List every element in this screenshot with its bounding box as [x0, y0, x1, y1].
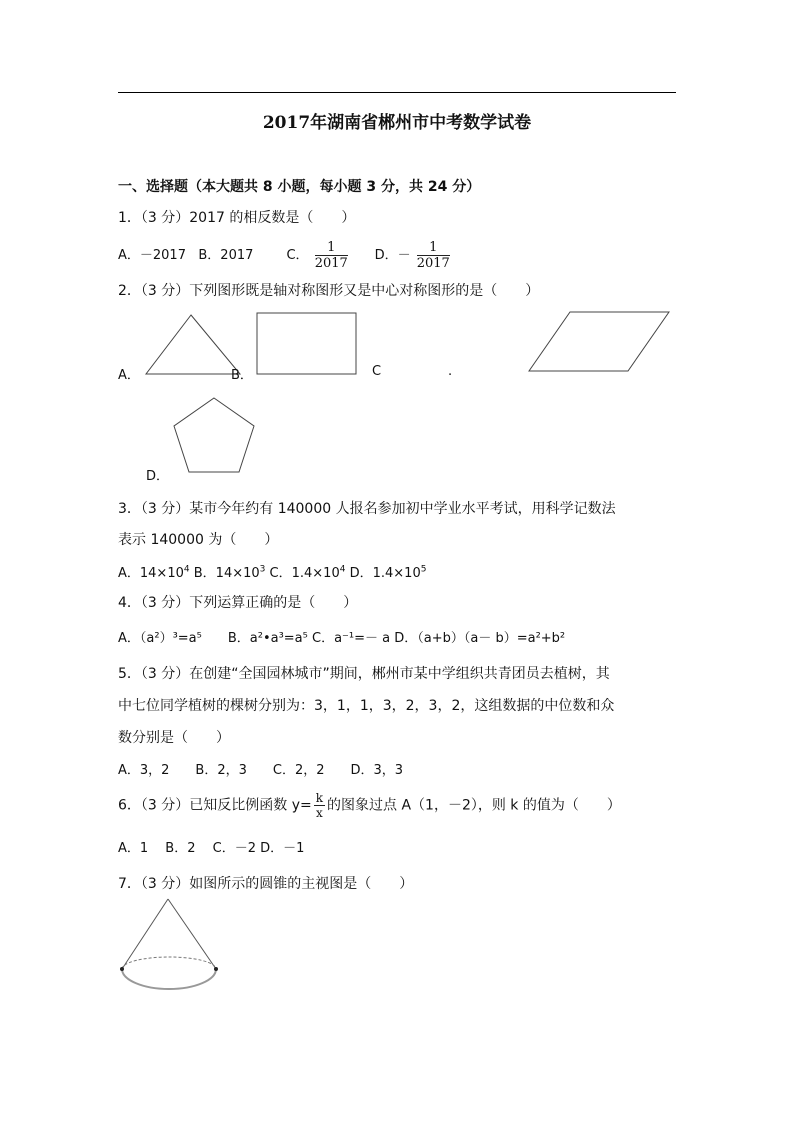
q3-option-b: B．$14\times 10^3$ [193, 564, 266, 581]
q1-c-denominator: 2017 [314, 256, 348, 271]
q1-option-c: C． [286, 248, 309, 263]
q2-option-d-label: D． [146, 469, 170, 484]
q3-option-a: A．$14\times 10^4$ [118, 564, 190, 581]
q1-option-d-fraction [417, 241, 450, 270]
q2-option-b-label: B． [231, 368, 253, 383]
question-3-line-1: 3．（3 分）某市今年约有 140000 人报名参加初中学业水平考试，用科学记数法 [118, 501, 616, 517]
q1-option-c-fraction [315, 241, 348, 270]
header-rule [118, 92, 676, 93]
rectangle-figure [256, 312, 358, 376]
q1-option-d: D．－ [374, 248, 411, 263]
q2-option-c-label: C [372, 364, 382, 379]
q1-d-denominator: 2017 [416, 256, 450, 271]
question-4-stem: 4．（3 分）下列运算正确的是（ ） [118, 595, 358, 611]
question-5-line-2: 中七位同学植树的棵树分别为：3，1，1，3，2，3，2，这组数据的中位数和众 [118, 698, 615, 714]
q1-d-numerator: 1 [417, 241, 450, 256]
question-4-options: A．（a²）³=a⁵ B．a²•a³=a⁵ C．a⁻¹=－ a D．（a+b）（a－ b）=a²+b² [118, 631, 566, 646]
q3-option-c: C．$1.4\times 10^4$ [269, 564, 346, 581]
q6-stem-part-2: 的图象过点 A（1，－2），则 k 的值为（ ） [327, 797, 621, 814]
question-3-options [118, 562, 426, 581]
question-6-options: A．1 B．2 C．－2 D．－1 [118, 841, 305, 856]
q2-option-a-label: A． [118, 368, 140, 383]
parallelogram-figure [528, 310, 672, 374]
q1-c-numerator: 1 [315, 241, 348, 256]
page-title: 2017年湖南省郴州市中考数学试卷 [262, 113, 532, 133]
question-1-stem: 1．（3 分）2017 的相反数是（ ） [118, 210, 356, 226]
q1-option-b: B．2017 [198, 248, 254, 263]
question-3-line-2: 表示 140000 为（ ） [118, 532, 279, 548]
q3-option-d: D．$1.4\times 10^5$ [349, 564, 427, 581]
question-5-line-3: 数分别是（ ） [118, 730, 230, 746]
question-6-stem [118, 792, 621, 819]
pentagon-figure [172, 396, 258, 476]
question-5-line-1: 5．（3 分）在创建“全国园林城市”期间，郴州市某中学组织共青团员去植树，其 [118, 666, 610, 682]
q6-fraction-k-over-x: $\frac{k}{x}$ [315, 791, 324, 820]
cone-figure [118, 896, 222, 996]
q1-option-a: A．－2017 [118, 248, 186, 263]
triangle-figure [144, 313, 244, 377]
q6-stem-part-1: 6．（3 分）已知反比例函数 y= [118, 797, 312, 814]
q2-option-c-dot: . [448, 364, 453, 379]
question-5-options: A．3，2 B．2，3 C．2，2 D．3，3 [118, 763, 404, 778]
section-heading: 一、选择题（本大题共 8 小题，每小题 3 分，共 24 分） [118, 179, 481, 195]
question-2-stem: 2．（3 分）下列图形既是轴对称图形又是中心对称图形的是（ ） [118, 283, 540, 299]
question-7-stem: 7．（3 分）如图所示的圆锥的主视图是（ ） [118, 876, 414, 892]
question-1-options [118, 241, 452, 270]
